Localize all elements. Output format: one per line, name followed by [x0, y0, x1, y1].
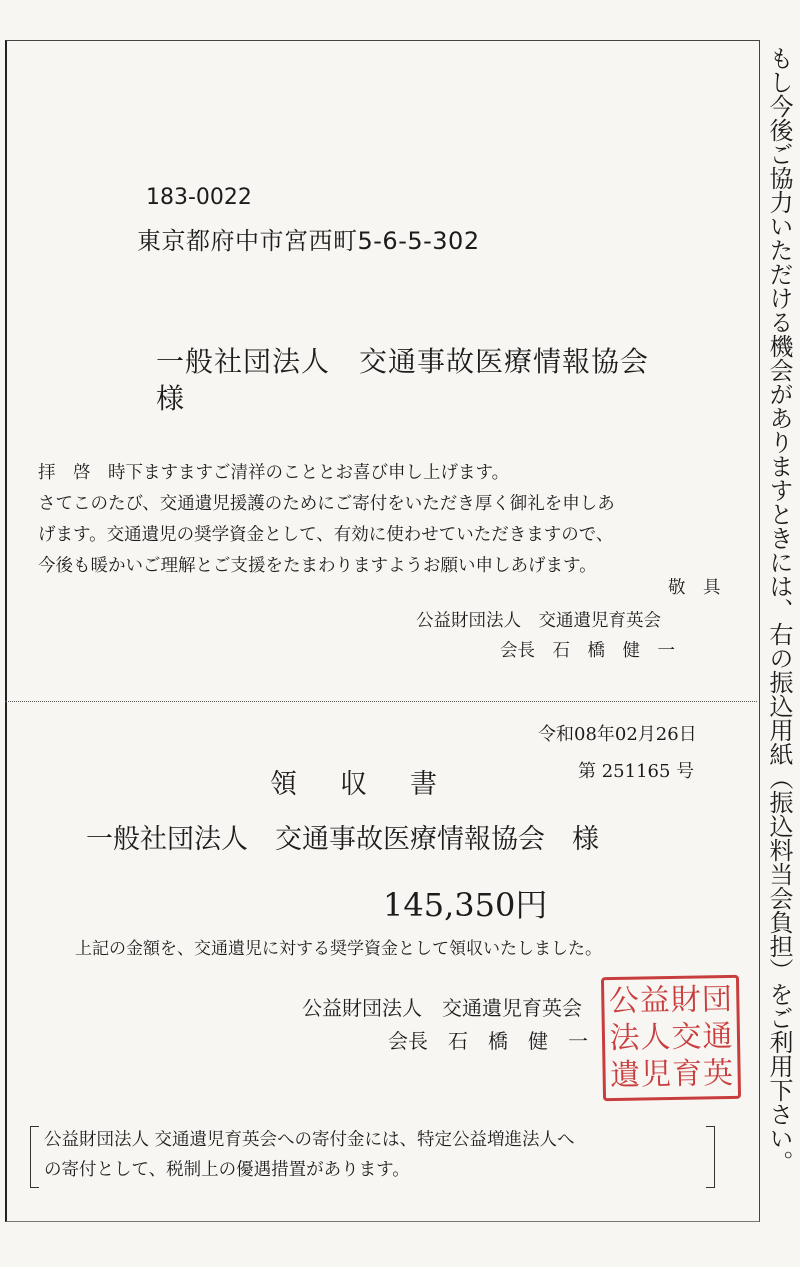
seal-glyph: 法: [609, 1020, 640, 1057]
receipt-amount: 145,350円: [383, 886, 548, 924]
letter-organization: 公益財団法人 交通遺児育英会: [416, 611, 661, 631]
receipt-president: 会長 石 橋 健 一: [388, 1029, 588, 1053]
seal-glyph: 児: [640, 1056, 672, 1093]
letter-line: げます。交通遺児の奨学資金として、有効に使わせていただきますので、: [38, 525, 614, 545]
seal-glyph: 交: [671, 1019, 702, 1055]
receipt-date: 令和08年02月26日: [538, 724, 697, 745]
receipt-text: 上記の金額を、交通遺児に対する奨学資金として領収いたしました。: [75, 939, 602, 959]
address: 東京都府中市宮西町5-6-5-302: [137, 227, 480, 255]
letter-body: [38, 458, 615, 582]
official-seal-stamp: [601, 975, 741, 1101]
letter-line: さてこのたび、交通遺児援護のためにご寄付をいただき厚く御礼を申しあ: [38, 494, 615, 514]
seal-glyph: 育: [671, 1056, 703, 1092]
seal-glyph: 英: [702, 1055, 734, 1092]
seal-glyph: 遺: [609, 1057, 641, 1093]
letter-president: 会長 石 橋 健 一: [500, 641, 675, 661]
seal-glyph: 人: [640, 1019, 671, 1056]
seal-glyph: 益: [639, 983, 671, 1019]
side-note: もし今後ご協力いただける機会がありますときには、右の振込用紙（振込料当会負担）をご利用下さい。: [765, 46, 793, 1174]
bracket-right: [706, 1126, 715, 1188]
letter-honorific: 様: [156, 382, 185, 415]
seal-glyph: 財: [670, 982, 702, 1019]
seal-glyph: 団: [701, 982, 733, 1018]
cut-line: [5, 701, 757, 702]
tax-note-line: 公益財団法人 交通遺児育英会への寄付金には、特定公益増進法人へ: [44, 1130, 575, 1150]
letter-line: 拝 啓 時下ますますご清祥のこととお喜び申し上げます。: [38, 463, 510, 483]
bracket-left: [30, 1126, 39, 1188]
receipt-title: 領 収 書: [270, 769, 445, 800]
letter-recipient: 一般社団法人 交通事故医療情報協会: [156, 345, 650, 378]
seal-glyph: 公: [608, 983, 640, 1020]
receipt-organization: 公益財団法人 交通遺児育英会: [302, 996, 582, 1020]
letter-closing: 敬 具: [668, 578, 721, 598]
postal-code: 183-0022: [146, 185, 252, 210]
receipt-number: 第 251165 号: [578, 761, 695, 782]
tax-note-line: の寄付として、税制上の優遇措置があります。: [44, 1160, 410, 1180]
tax-note: [44, 1125, 575, 1185]
seal-glyph: 通: [702, 1018, 733, 1055]
letter-line: 今後も暖かいご理解とご支援をたまわりますようお願い申しあげます。: [38, 556, 597, 576]
receipt-recipient: 一般社団法人 交通事故医療情報協会 様: [86, 824, 599, 855]
